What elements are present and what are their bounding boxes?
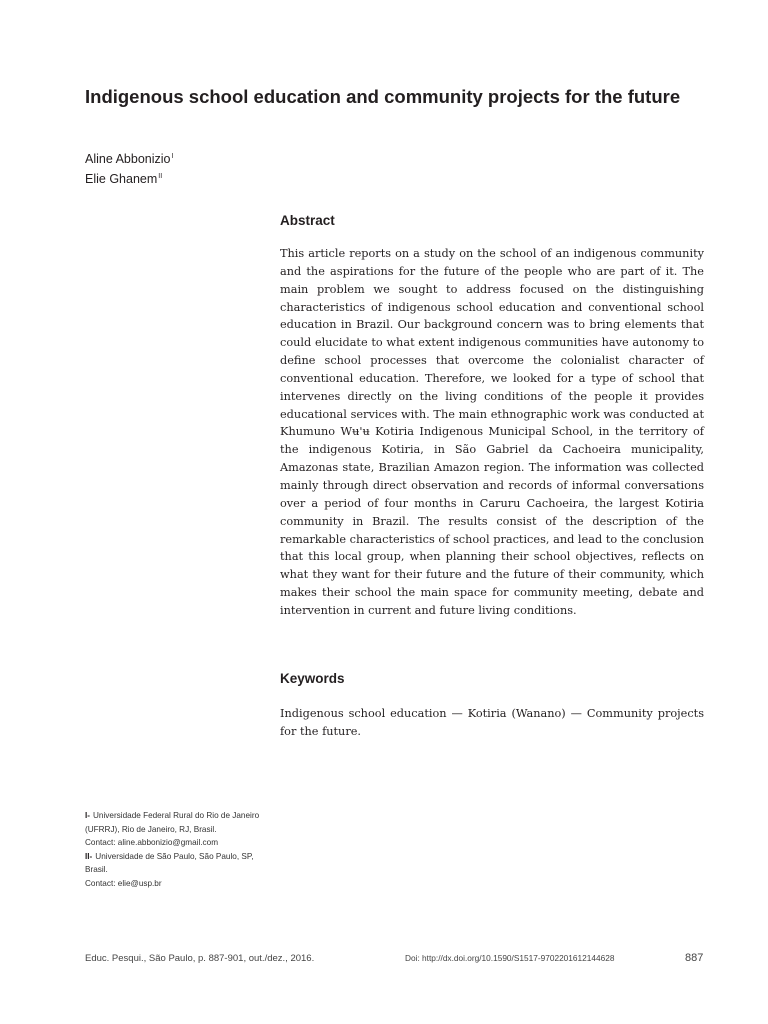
author (85, 148, 173, 168)
affiliation-note (85, 809, 270, 850)
article-title: Indigenous school education and community projects for the future (85, 86, 681, 107)
affiliation-note (85, 850, 270, 891)
affiliation-institution: Universidade de São Paulo, São Paulo, SP, Brasil. (85, 851, 254, 874)
page-number: 887 (685, 952, 704, 964)
author-name: Aline Abbonizio (85, 152, 171, 166)
affiliation-institution: Universidade Federal Rural do Rio de Janeiro (UFRRJ), Rio de Janeiro, RJ, Brasil. (85, 811, 260, 834)
keywords-heading: Keywords (280, 671, 345, 686)
abstract-heading: Abstract (280, 213, 335, 228)
affiliation-notes (85, 809, 270, 890)
author-list (85, 148, 173, 188)
author-name: Elie Ghanem (85, 172, 158, 186)
author-affiliation-mark: I (171, 153, 174, 160)
author (85, 168, 173, 188)
affiliation-mark: I- (85, 811, 91, 820)
keywords-body: Indigenous school education — Kotiria (Wanano) — Community projects for the future. (280, 707, 704, 738)
author-affiliation-mark: II (158, 173, 163, 180)
affiliation-contact: Contact: elie@usp.br (85, 878, 162, 888)
footer-citation: Educ. Pesqui., São Paulo, p. 887-901, out./dez., 2016. (85, 953, 315, 964)
footer-doi-link[interactable]: Doi: http://dx.doi.org/10.1590/S1517-9702201612144628 (405, 953, 615, 963)
abstract-body: This article reports on a study on the school of an indigenous community and the aspirations for the future of the people who are part of it. The main problem we sought to address focused on the distinguishing characteristics of indigenous school education and conventional school education in Brazil. Our background concern was to bring elements that could elucidate to what extent indigenous communities have autonomy to define school processes that overcome the colonialist character of conventional education. Therefore, we looked for a type of school that intervenes directly on the living conditions of the people it provides educational services with. The main ethnographic work was conducted at Khumuno Wʉ'ʉ Kotiria Indigenous Municipal School, in the territory of the indigenous Kotiria, in São Gabriel da Cachoeira municipality, Amazonas state, Brazilian Amazon region. The information was collected mainly through direct observation and records of informal conversations over a period of four months in Caruru Cachoeira, the largest Kotiria community in Brazil. The results consist of the description of the remarkable characteristics of school practices, and lead to the conclusion that this local group, when planning their school objectives, reflects on what they want for their future and the future of their community, which makes their school the main space for community meeting, debate and intervention in current and future living conditions. (280, 247, 704, 617)
affiliation-contact: Contact: aline.abbonizio@gmail.com (85, 838, 219, 847)
affiliation-mark: II- (85, 851, 93, 861)
